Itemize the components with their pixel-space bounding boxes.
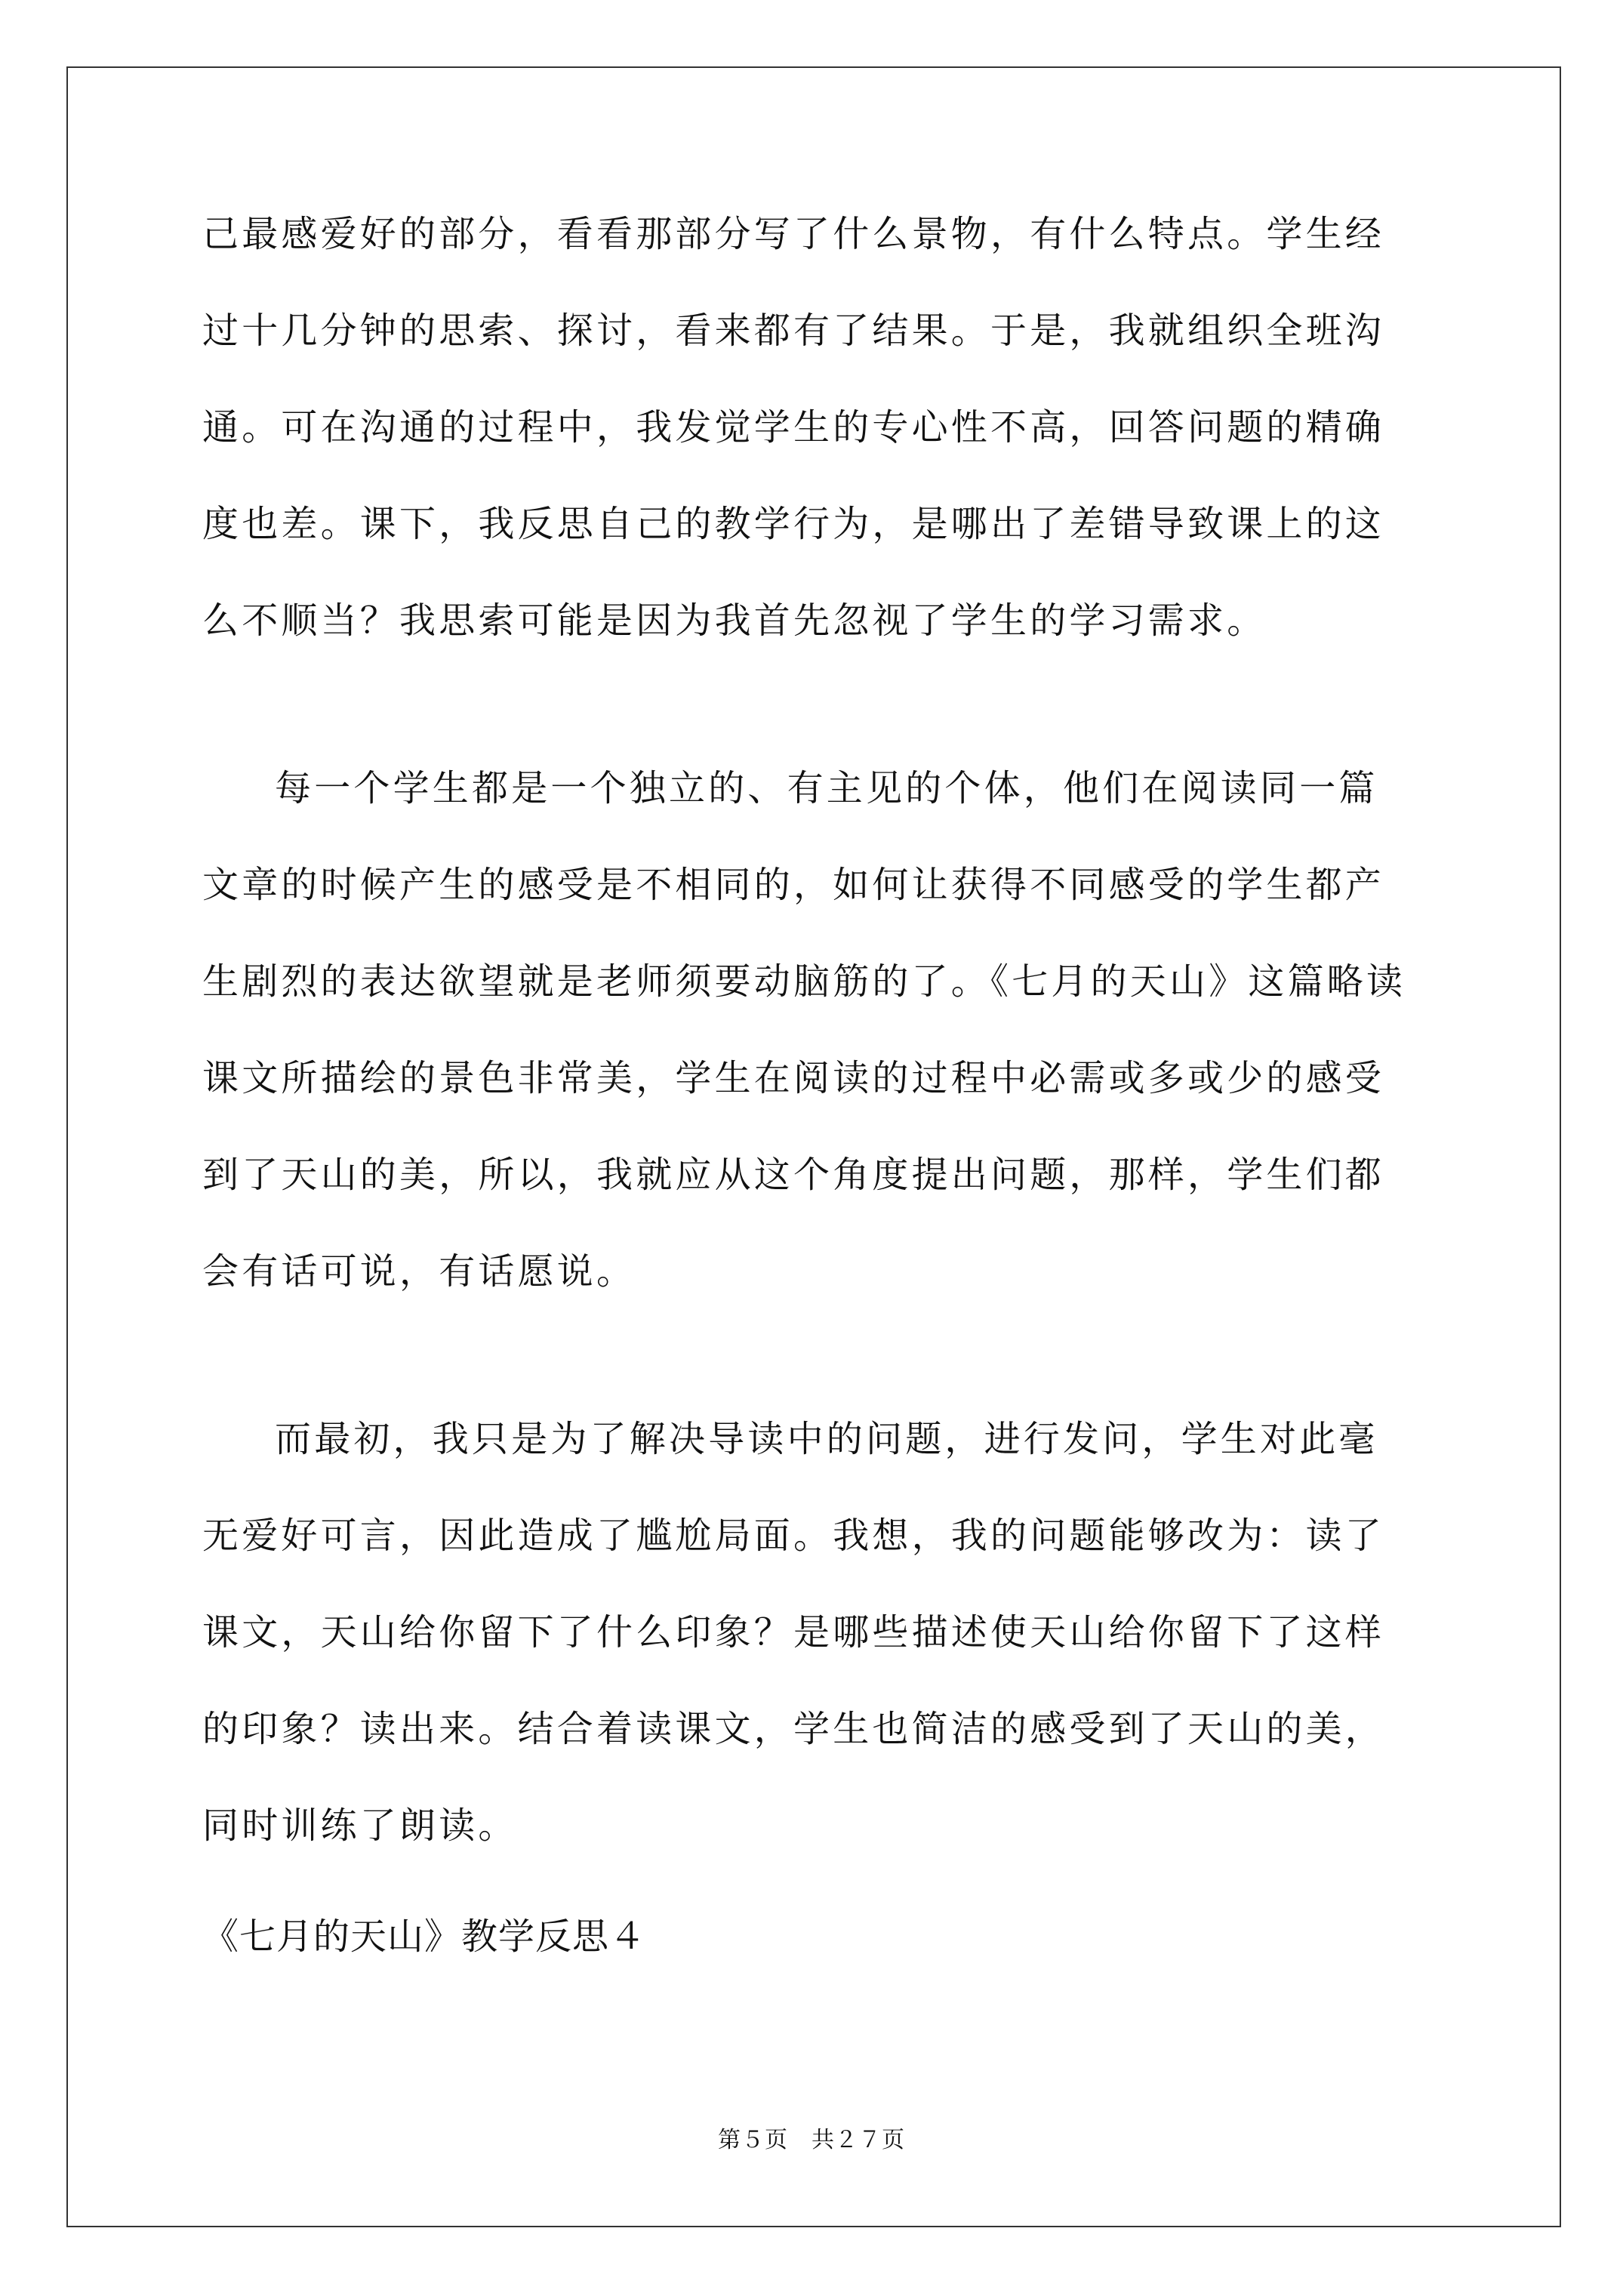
paragraph-2-line-6: 会有话可说，有话愿说。 (202, 1250, 636, 1293)
paragraph-2-line-4: 课文所描绘的景色非常美，学生在阅读的过程中必需或多或少的感受 (202, 1057, 1385, 1099)
body-line-1: 己最感爱好的部分，看看那部分写了什么景物，有什么特点。学生经 (202, 213, 1385, 255)
paragraph-3-line-3: 课文，天山给你留下了什么印象？是哪些描述使天山给你留下了这样 (202, 1611, 1385, 1653)
paragraph-3-line-1: 而最初，我只是为了解决导读中的问题，进行发问，学生对此毫 (275, 1418, 1378, 1460)
body-line-5: 么不顺当？我思索可能是因为我首先忽视了学生的学习需求。 (202, 599, 1267, 642)
paragraph-2-line-3: 生剧烈的表达欲望就是老师须要动脑筋的了。《七月的天山》这篇略读 (202, 960, 1406, 1003)
page-border (66, 66, 1561, 2227)
paragraph-2-line-5: 到了天山的美，所以，我就应从这个角度提出问题，那样，学生们都 (202, 1154, 1385, 1196)
body-line-4: 度也差。课下，我反思自己的教学行为，是哪出了差错导致课上的这 (202, 503, 1385, 545)
paragraph-2-line-2: 文章的时候产生的感受是不相同的，如何让获得不同感受的学生都产 (202, 864, 1385, 906)
body-line-2: 过十几分钟的思索、探讨，看来都有了结果。于是，我就组织全班沟 (202, 310, 1385, 352)
section-heading: 《七月的天山》教学反思４ (202, 1915, 647, 1958)
body-line-3: 通。可在沟通的过程中，我发觉学生的专心性不高，回答问题的精确 (202, 406, 1385, 448)
paragraph-2-line-1: 每一个学生都是一个独立的、有主见的个体，他们在阅读同一篇 (275, 767, 1378, 809)
paragraph-3-line-2: 无爱好可言，因此造成了尴尬局面。我想，我的问题能够改为：读了 (202, 1515, 1385, 1557)
page-number-footer: 第５页 共２７页 (718, 2127, 905, 2153)
paragraph-3-line-4: 的印象？读出来。结合着读课文，学生也简洁的感受到了天山的美， (202, 1708, 1385, 1750)
paragraph-3-line-5: 同时训练了朗读。 (202, 1804, 518, 1847)
